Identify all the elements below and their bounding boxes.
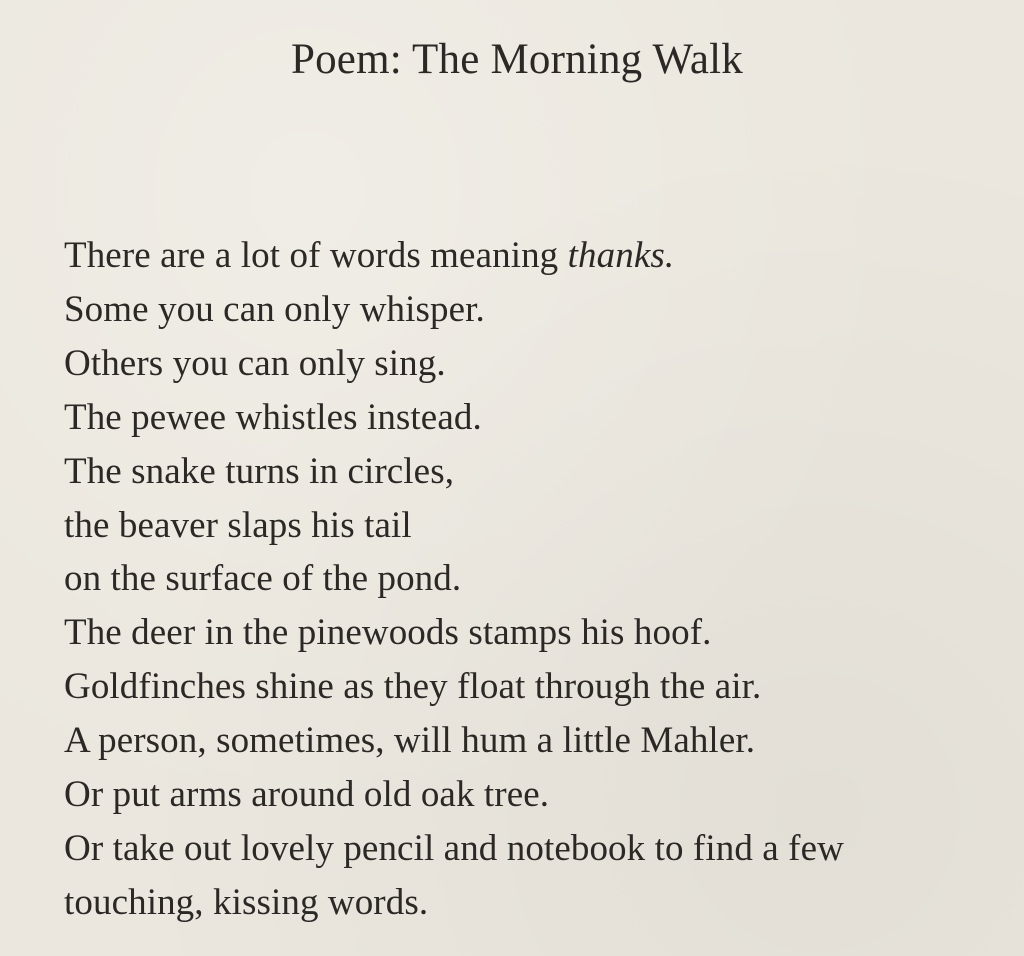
poem-line: The deer in the pinewoods stamps his hoof. [64,612,712,654]
poem-line: The snake turns in circles, [64,450,455,492]
poem-body [64,229,1014,930]
poem-line: Or put arms around old oak tree. [64,774,550,816]
poem-line: Some you can only whisper. [64,288,485,330]
poem-line: Or take out lovely pencil and notebook to find a few [64,827,844,869]
poem-line-emphasis: thanks. [567,235,675,276]
poem-line: Goldfinches shine as they float through the air. [64,666,762,708]
poem-line: the beaver slaps his tail [64,504,412,546]
poem-line: on the surface of the pond. [64,558,462,600]
poem-line-text: There are a lot of words meaning [64,235,568,276]
poem-title: Poem: The Morning Walk [290,36,744,83]
poem-line: Others you can only sing. [64,342,446,384]
poem-line [64,229,1014,283]
poem-line: A person, sometimes, will hum a little Mahler. [64,720,756,762]
poem-line: The pewee whistles instead. [64,396,482,438]
poem-line: touching, kissing words. [64,881,429,923]
